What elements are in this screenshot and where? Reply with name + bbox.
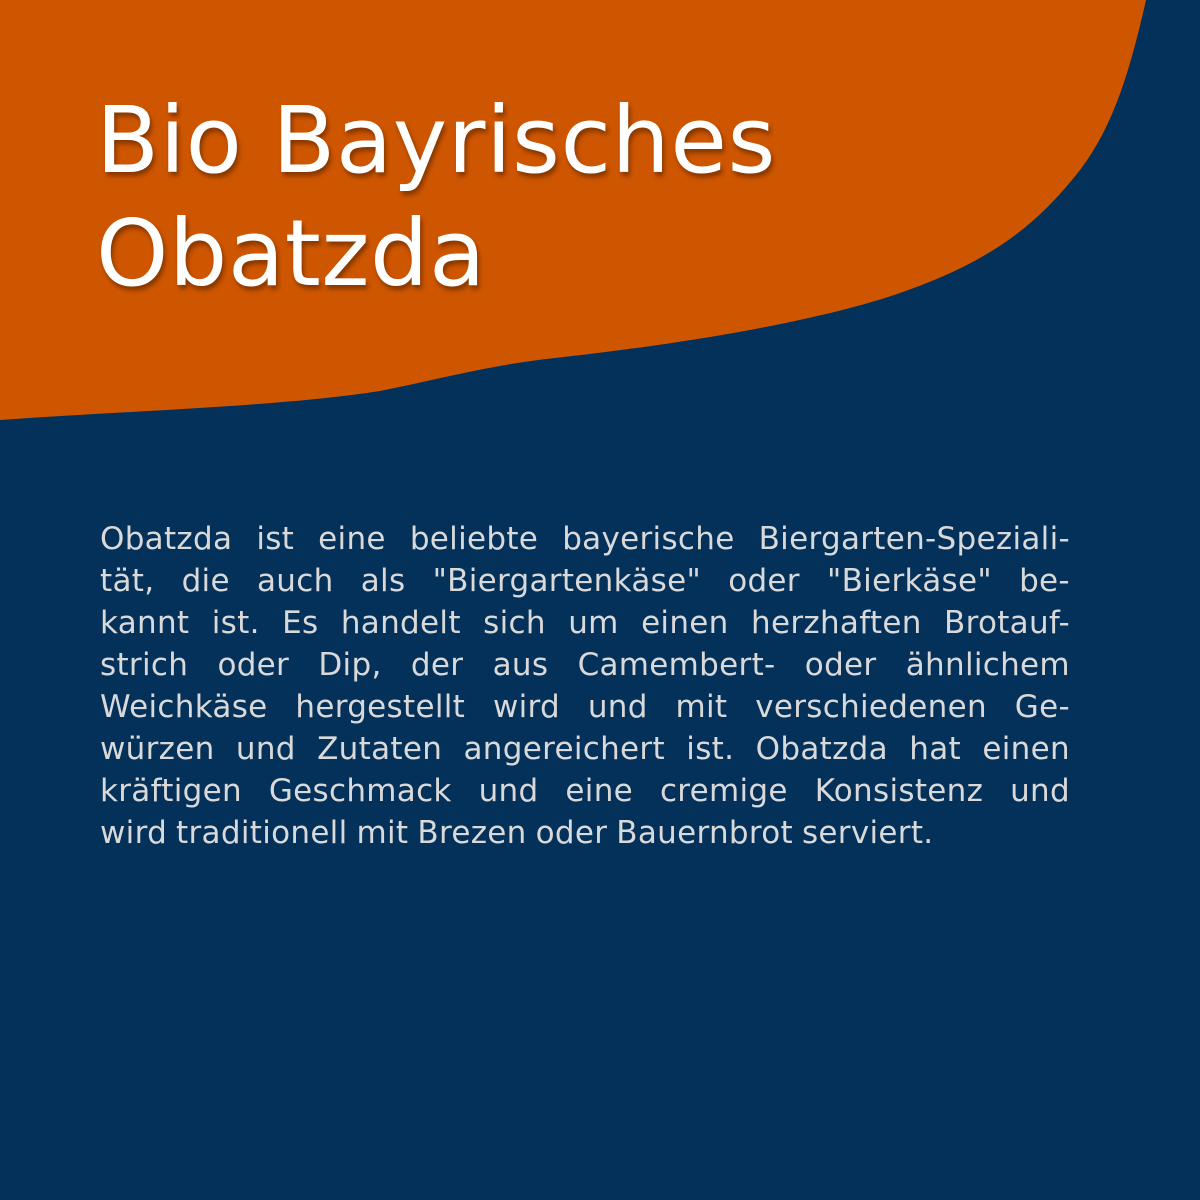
description-word: die	[181, 563, 230, 599]
description-word: auch	[257, 563, 334, 599]
description-word: verschiedenen	[755, 689, 987, 725]
description-word: wird	[492, 689, 560, 725]
description-word: handelt	[340, 605, 461, 641]
description-word: eine	[318, 521, 386, 557]
description-word: ähnlichem	[905, 647, 1070, 683]
description-word: um	[568, 605, 619, 641]
description-word: Camembert-	[577, 647, 776, 683]
description-word: sich	[483, 605, 546, 641]
description-word: oder	[217, 647, 290, 683]
description-word: ist.	[686, 731, 735, 767]
description-line	[100, 518, 1070, 560]
description-word: ist	[256, 521, 295, 557]
description-word: eine	[565, 773, 634, 809]
description-word: der	[410, 647, 464, 683]
description-word: Brotauf-	[944, 605, 1070, 641]
description-word: aus	[492, 647, 549, 683]
description-word: Es	[282, 605, 319, 641]
description-word: mit	[675, 689, 728, 725]
description-word: herzhaften	[751, 605, 922, 641]
description-word: würzen	[100, 731, 215, 767]
description-word: "Biergartenkäse"	[432, 563, 701, 599]
description-word: Brezen	[417, 815, 527, 851]
description-line	[100, 686, 1070, 728]
description-word: Dip,	[318, 647, 382, 683]
description-word: ist.	[211, 605, 260, 641]
description-word: oder	[535, 815, 608, 851]
description-word: und	[587, 689, 648, 725]
description-word: und	[1010, 773, 1070, 809]
description-line	[100, 560, 1070, 602]
description-line	[100, 770, 1070, 812]
description-word: oder	[728, 563, 800, 599]
description-word: beliebte	[409, 521, 539, 557]
description-word: einen	[641, 605, 729, 641]
description-word: tät,	[100, 563, 155, 599]
description-word: hergestellt	[295, 689, 466, 725]
description-word: be-	[1019, 563, 1070, 599]
description-line	[100, 812, 1070, 854]
description-word: bayerische	[562, 521, 735, 557]
title-line-1: Bio Bayrisches	[96, 87, 776, 194]
description-line	[100, 728, 1070, 770]
description-word: und	[478, 773, 539, 809]
description-word: strich	[100, 647, 189, 683]
description-word: traditionell	[176, 815, 348, 851]
description-word: Bauernbrot	[616, 815, 793, 851]
page-title	[96, 84, 996, 310]
description-word: wird	[100, 815, 168, 851]
description-word: Biergarten-Speziali-	[758, 521, 1070, 557]
description-word: Obatzda	[755, 731, 888, 767]
description-word: kannt	[100, 605, 190, 641]
description-word: Obatzda	[100, 521, 233, 557]
description-word: Geschmack	[268, 773, 452, 809]
description-line	[100, 602, 1070, 644]
description-word: serviert.	[801, 815, 934, 851]
description-word: cremige	[659, 773, 788, 809]
description-word: einen	[982, 731, 1070, 767]
description-word: kräftigen	[100, 773, 242, 809]
description-word: Weichkäse	[100, 689, 268, 725]
description-text	[100, 518, 1070, 854]
description-word: Konsistenz	[814, 773, 984, 809]
description-word: mit	[356, 815, 409, 851]
description-word: Ge-	[1014, 689, 1070, 725]
description-word: als	[360, 563, 406, 599]
description-word: hat	[909, 731, 961, 767]
description-word: Zutaten	[317, 731, 443, 767]
description-word: angereichert	[463, 731, 665, 767]
description-word: "Bierkäse"	[827, 563, 992, 599]
description-word: und	[235, 731, 296, 767]
title-line-2: Obatzda	[96, 200, 486, 307]
description-line	[100, 644, 1070, 686]
description-word: oder	[804, 647, 877, 683]
